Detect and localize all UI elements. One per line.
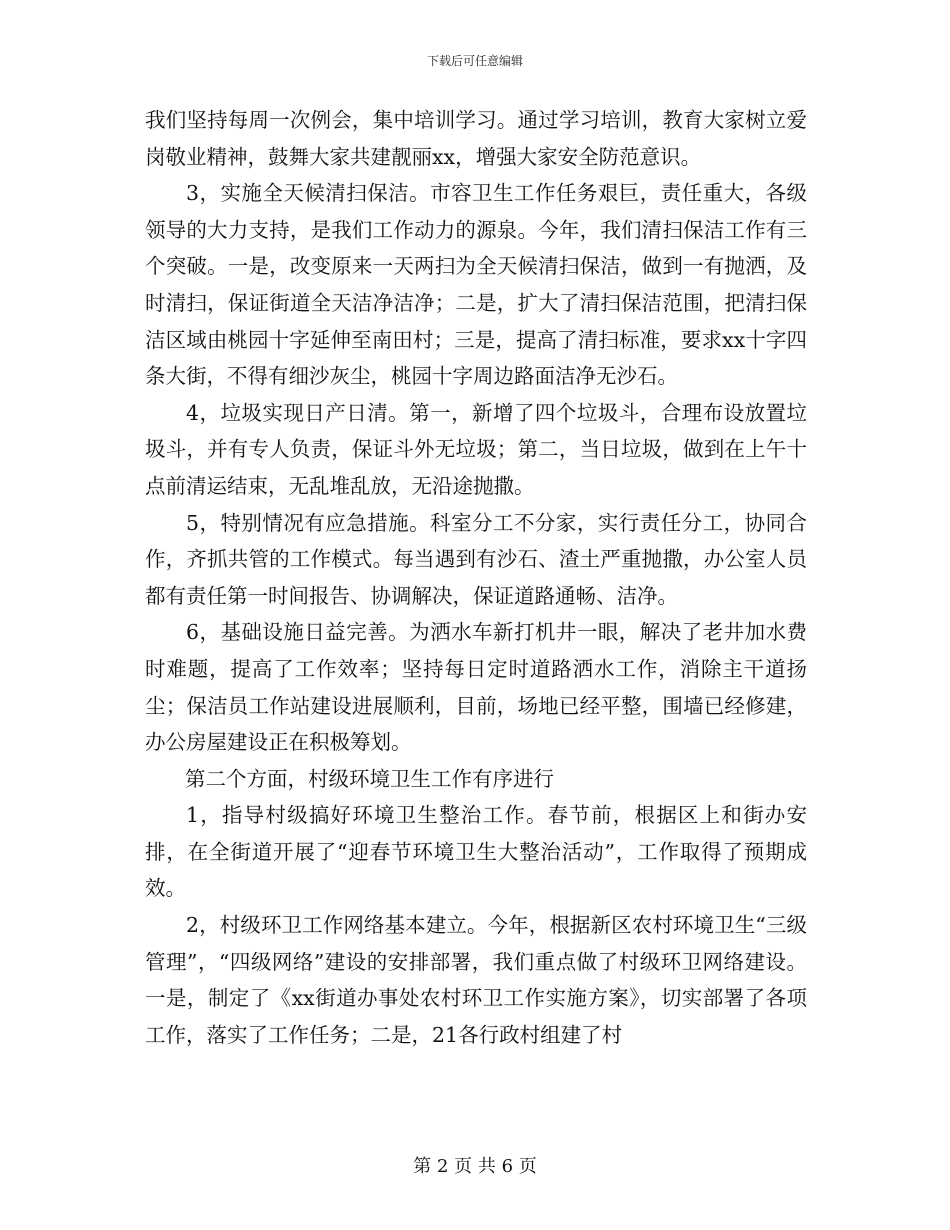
paragraph-village-item-2: 2，村级环卫工作网络基本建立。今年，根据新区农村环境卫生“三级管理”，“四级网络”建设的安排部署，我们重点做了村级环卫网络建设。一是，制定了《xx街道办事处农村环卫工作实施方案》，切实部署了各项工作，落实了工作任务；二是，21各行政村组建了村 [145, 913, 807, 1047]
document-body [145, 102, 807, 1053]
page-header-note: 下载后可任意编辑 [426, 54, 523, 68]
section-heading: 第二个方面，村级环境卫生工作有序进行 [184, 766, 554, 791]
paragraph-item-4: 4，垃圾实现日产日清。第一，新增了四个垃圾斗，合理布设放置垃圾斗，并有专人负责，保证斗外无垃圾；第二，当日垃圾，做到在上午十点前清运结束，无乱堆乱放，无沿途抛撒。 [145, 400, 807, 498]
paragraph-continuation: 我们坚持每周一次例会，集中培训学习。通过学习培训，教育大家树立爱岗敬业精神，鼓舞大家共建靓丽xx，增强大家安全防范意识。 [145, 108, 807, 169]
paragraph-item-5: 5，特别情况有应急措施。科室分工不分家，实行责任分工，协同合作，齐抓共管的工作模式。每当遇到有沙石、渣土严重抛撒，办公室人员都有责任第一时间报告、协调解决，保证道路通畅、洁净。 [145, 510, 807, 608]
paragraph-item-3: 3，实施全天候清扫保洁。市容卫生工作任务艰巨，责任重大，各级领导的大力支持，是我们工作动力的源泉。今年，我们清扫保洁工作有三个突破。一是，改变原来一天两扫为全天候清扫保洁，做到一有抛洒，及时清扫，保证街道全天洁净洁净；二是，扩大了清扫保洁范围，把清扫保洁区域由桃园十字延伸至南田村；三是，提高了清扫标准，要求xx十字四条大街，不得有细沙灰尘，桃园十字周边路面洁净无沙石。 [145, 181, 807, 389]
paragraph-village-item-1: 1，指导村级搞好环境卫生整治工作。春节前，根据区上和街办安排，在全街道开展了“迎春节环境卫生大整治活动”，工作取得了预期成效。 [145, 803, 807, 901]
page-number-footer: 第 2 页 共 6 页 [413, 1156, 537, 1177]
paragraph-item-6: 6，基础设施日益完善。为洒水车新打机井一眼，解决了老井加水费时难题，提高了工作效率；坚持每日定时道路洒水工作，消除主干道扬尘；保洁员工作站建设进展顺利，目前，场地已经平整，围墙已经修建，办公房屋建设正在积极筹划。 [145, 620, 807, 755]
